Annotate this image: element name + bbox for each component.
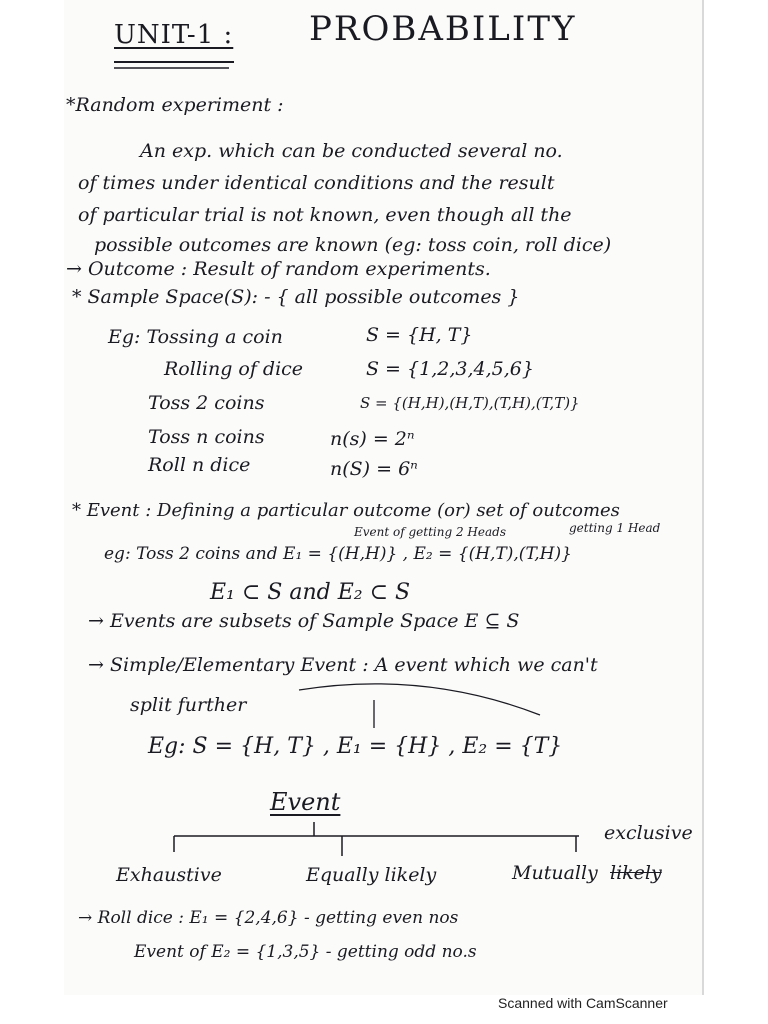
- example-label: Toss n coins: [148, 426, 265, 448]
- event-example: eg: Toss 2 coins and E₁ = {(H,H)} , E₂ = {(H,T),(T,H)}: [104, 544, 572, 564]
- struck-word: likely: [610, 862, 662, 884]
- example-value: S = {1,2,3,4,5,6}: [366, 358, 534, 380]
- notebook-page: [64, 0, 704, 995]
- random-experiment-heading: *Random experiment :: [66, 94, 284, 116]
- unit-label: UNIT-1 :: [114, 20, 234, 50]
- text-line: split further: [130, 694, 247, 716]
- event-type: Equally likely: [306, 864, 437, 886]
- event-heading: * Event : Defining a particular outcome (or) set of outcomes: [72, 500, 620, 521]
- sample-space-heading: * Sample Space(S): - { all possible outcomes }: [72, 286, 520, 308]
- event-subsets: E₁ ⊂ S and E₂ ⊂ S: [210, 580, 411, 605]
- example-value: S = {(H,H),(H,T),(T,H),(T,T)}: [360, 394, 580, 412]
- text-line: of times under identical conditions and the result: [78, 172, 555, 194]
- example-value: n(S) = 6ⁿ: [330, 458, 418, 480]
- event-tree-title: Event: [270, 788, 341, 816]
- text-line: of particular trial is not known, even though all the: [78, 204, 572, 226]
- simple-event-heading: → Simple/Elementary Event : A event which we can't: [88, 654, 598, 676]
- page-title: PROBABILITY: [309, 9, 577, 49]
- text-line: possible outcomes are known (eg: toss coin, roll dice): [94, 234, 612, 256]
- example-value: S = {H, T}: [366, 324, 473, 346]
- example-label: Rolling of dice: [164, 358, 304, 380]
- example-value: n(s) = 2ⁿ: [330, 428, 415, 450]
- outcome-definition: → Outcome : Result of random experiments.: [66, 258, 491, 280]
- event-type-correction: exclusive: [604, 822, 693, 844]
- scanner-watermark: Scanned with CamScanner: [498, 995, 668, 1011]
- roll-dice-example: → Roll dice : E₁ = {2,4,6} - getting even nos: [78, 908, 459, 928]
- example-label: Toss 2 coins: [148, 392, 265, 414]
- annotation: getting 1 Head: [569, 521, 661, 535]
- text-line: An exp. which can be conducted several no.: [140, 140, 563, 162]
- events-are-subsets: → Events are subsets of Sample Space E ⊆ S: [88, 610, 520, 632]
- example-label: Eg: Tossing a coin: [108, 326, 283, 348]
- event-type: Mutually: [512, 862, 598, 884]
- example-label: Roll n dice: [148, 454, 251, 476]
- annotation: Event of getting 2 Heads: [354, 525, 506, 539]
- simple-event-example: Eg: S = {H, T} , E₁ = {H} , E₂ = {T}: [148, 734, 563, 759]
- roll-dice-example: Event of E₂ = {1,3,5} - getting odd no.s: [134, 942, 477, 962]
- event-type: Exhaustive: [116, 864, 222, 886]
